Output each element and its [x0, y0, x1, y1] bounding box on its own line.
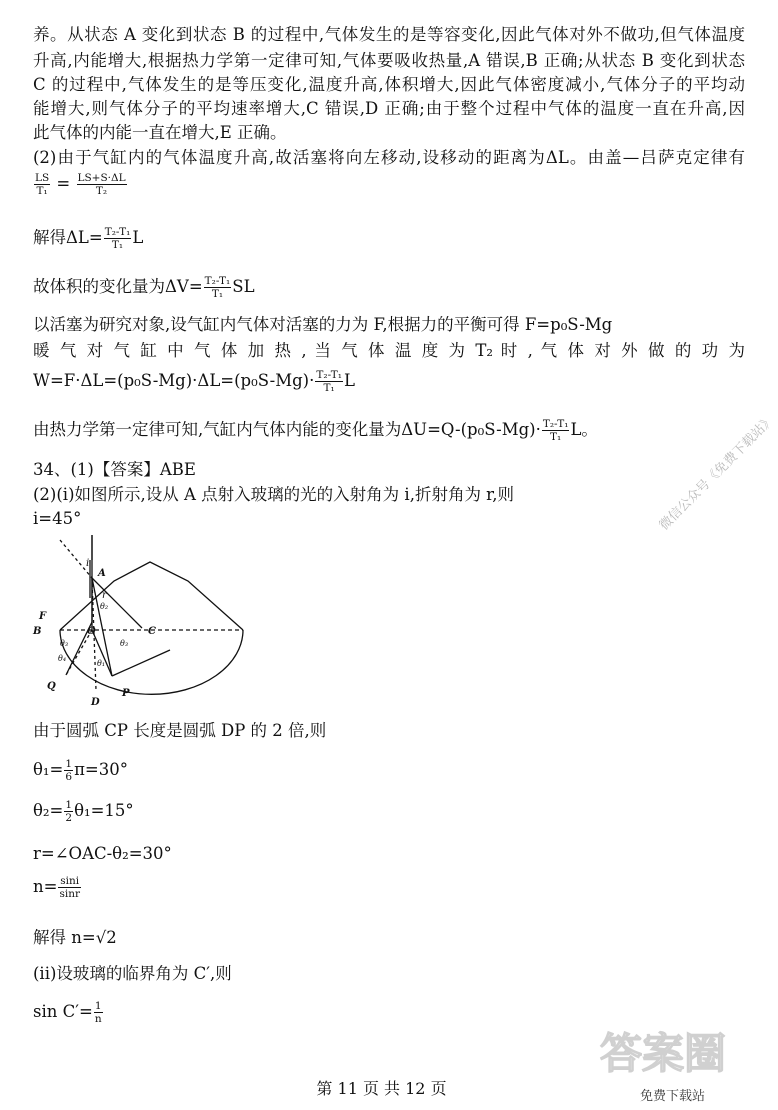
label-b: B — [33, 626, 42, 637]
label-c: C — [148, 626, 156, 637]
page-footer: 第 11 页 共 12 页 — [316, 1079, 447, 1098]
fraction: $\frac{\text{T₂-T₁}}{\text{T₁}}$ — [316, 369, 342, 394]
r-equation: r=∠OAC-θ₂=30° — [33, 844, 172, 863]
n-result: 解得 n=√2 — [33, 928, 117, 947]
paragraph-line: (ii)设玻璃的临界角为 C′,则 — [33, 964, 232, 983]
delta-l-equation: 解得ΔL= $\frac{\text{T₂-T₁}}{\text{T₁}}$ L — [33, 226, 144, 251]
fraction: $\frac{1}{2}$ — [65, 799, 73, 824]
fraction: $\frac{1}{n}$ — [94, 1000, 102, 1025]
label-p: P — [122, 688, 130, 699]
energy-equation: 由热力学第一定律可知,气缸内气体内能的变化量为ΔU=Q-(p₀S-Mg)· $\frac{\text{T₂-T₁}}{\text{T₁}}$ L。 — [33, 418, 598, 443]
label-a: A — [98, 568, 106, 579]
gay-lussac-equation: $\frac{LS}{\text{T₁}}$ = $\frac{LS+S\cdot\Delta L}{\text{T₂}}$ — [35, 172, 126, 197]
delta-v-equation: 故体积的变化量为ΔV= $\frac{\text{T₂-T₁}}{\text{T₁}}$ SL — [33, 275, 255, 300]
reflected-ray — [112, 650, 170, 676]
optics-diagram — [30, 530, 280, 715]
label-f: F — [39, 611, 47, 622]
paragraph-line: 由于圆弧 CP 长度是圆弧 DP 的 2 倍,则 — [33, 721, 327, 740]
fraction: $\frac{LS}{\text{T₁}}$ — [35, 172, 50, 197]
label-theta3b: θ₃ — [120, 639, 129, 648]
watermark: 微信公众号《免费下载站》 — [656, 412, 778, 534]
paragraph-line: (2)(i)如图所示,设从 A 点射入玻璃的光的入射角为 i,折射角为 r,则 — [33, 485, 515, 504]
label-i: i — [86, 558, 90, 569]
label-theta2: θ₂ — [100, 602, 109, 611]
fraction: $\frac{\text{T₂-T₁}}{\text{T₁}}$ — [204, 275, 231, 300]
paragraph-line: 此气体的内能一直在增大,E 正确。 — [33, 123, 287, 142]
label-r: r — [102, 590, 107, 601]
fraction: $\frac{LS+S\cdot\Delta L}{\text{T₂}}$ — [77, 172, 126, 197]
work-equation: W=F·ΔL=(p₀S-Mg)·ΔL=(p₀S-Mg)· $\frac{\text{T₂-T₁}}{\text{T₁}}$ L — [33, 369, 355, 394]
fraction: $\frac{\text{T₂-T₁}}{\text{T₁}}$ — [542, 418, 569, 443]
paragraph-line: 养。从状态 A 变化到状态 B 的过程中,气体发生的是等容变化,因此气体对外不做功,但气体温度 — [33, 25, 745, 44]
label-d: D — [91, 697, 100, 708]
logo-mark: 答案圈 — [600, 1029, 727, 1078]
label-q: Q — [47, 681, 56, 692]
paragraph-line: (2)由于气缸内的气体温度升高,故活塞将向左移动,设移动的距离为ΔL。由盖—吕萨克定律有 — [33, 148, 745, 167]
paragraph-line: 以活塞为研究对象,设气缸内气体对活塞的力为 F,根据力的平衡可得 F=p₀S-Mg — [33, 315, 613, 334]
label-theta3a: θ₃ — [60, 639, 69, 648]
logo-caption: 免费下载站 — [640, 1089, 706, 1104]
diagram-arc — [60, 630, 243, 694]
label-o: O — [87, 626, 96, 637]
theta1-equation: θ₁= $\frac{1}{6}$ π=30° — [33, 758, 128, 783]
paragraph-line: i=45° — [33, 509, 82, 528]
n-equation: n= $\frac{\sin i}{\sin r}$ — [33, 875, 80, 900]
critical-angle-equation: sin C′= $\frac{1}{n}$ — [33, 1000, 102, 1025]
paragraph-line: 升高,内能增大,根据热力学第一定律可知,气体要吸收热量,A 错误,B 正确;从状态 B 变化到状态 — [33, 51, 745, 70]
paragraph-line: 能增大,则气体分子的平均速率增大,C 错误,D 正确;由于整个过程中气体的温度一直在升高,因 — [33, 99, 745, 118]
paragraph-line: C 的过程中,气体发生的是等压变化,温度升高,体积增大,因此气体密度减小,气体分子的平均动 — [33, 75, 745, 94]
paragraph-line: 暖 气 对 气 缸 中 气 体 加 热 , 当 气 体 温 度 为 T₂ 时 , 气 体 对 外 做 的 功 为 — [33, 341, 745, 360]
theta2-equation: θ₂= $\frac{1}{2}$ θ₁=15° — [33, 799, 134, 824]
fraction: $\frac{\sin i}{\sin r}$ — [59, 875, 80, 900]
answer-heading: 34、(1)【答案】ABE — [33, 460, 196, 479]
fraction: $\frac{\text{T₂-T₁}}{\text{T₁}}$ — [104, 226, 131, 251]
label-theta1: θ₁ — [97, 659, 106, 668]
fraction: $\frac{1}{6}$ — [65, 758, 73, 783]
label-theta4: θ₄ — [58, 654, 67, 663]
